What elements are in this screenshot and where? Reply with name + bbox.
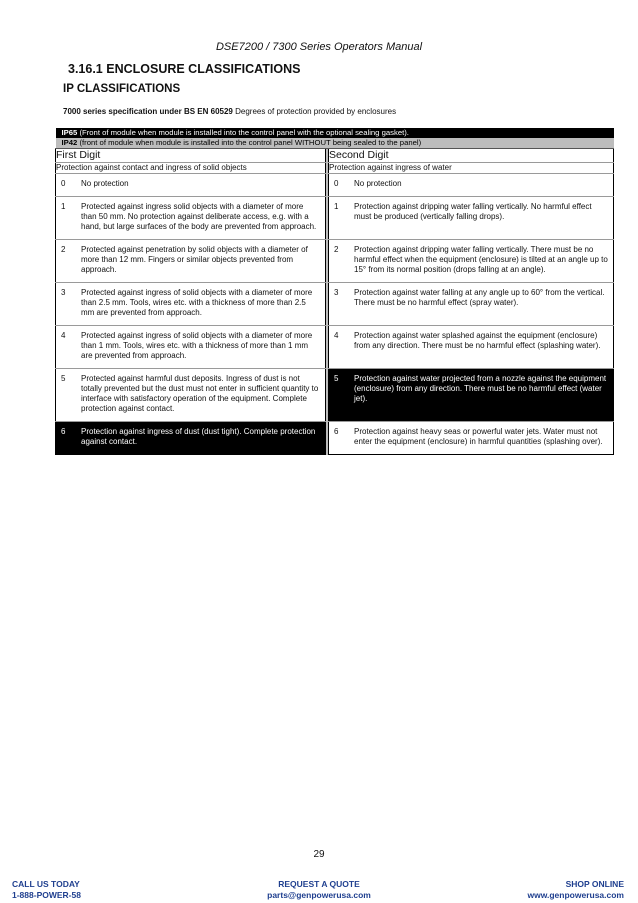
first-digit-number: 2 (61, 245, 66, 254)
table-row (56, 422, 614, 455)
second-digit-description: Protection against heavy seas or powerful water jets. Water must not enter the equipment (enclosure) in harmful quantities (splashing over). (354, 427, 603, 446)
ip42-text: (front of module when module is installed into the control panel WITHOUT being sealed to the panel) (77, 138, 422, 147)
first-digit-number: 5 (61, 374, 66, 383)
ip65-code: IP65 (61, 128, 78, 137)
page-number: 29 (313, 849, 325, 860)
first-digit-subheading: Protection against contact and ingress of solid objects (56, 163, 326, 174)
second-digit-number: 6 (334, 427, 339, 436)
second-digit-description: Protection against water falling at any angle up to 60° from the vertical. There must be no harmful effect (spray water). (354, 288, 605, 307)
section-subtitle: IP CLASSIFICATIONS (63, 83, 181, 95)
table-row (56, 240, 614, 283)
second-digit-description: Protection against dripping water falling vertically. No harmful effect must be produced (vertically falling drops). (354, 202, 592, 221)
ip65-row (56, 128, 614, 138)
second-digit-number: 2 (334, 245, 339, 254)
first-digit-description: Protected against harmful dust deposits. Ingress of dust is not totally prevented but the dust must not enter in sufficient quantity to interface with satisfactory operation of the equipment. Complete protection against contact. (81, 374, 319, 413)
ip65-highlight-cell (56, 422, 326, 455)
second-digit-number: 4 (334, 331, 339, 340)
second-digit-number: 3 (334, 288, 339, 297)
table-row (56, 197, 614, 240)
ip42-row (56, 138, 614, 149)
second-digit-description: No protection (354, 179, 402, 188)
footer-phone-link[interactable]: 1-888-POWER-58 (12, 890, 81, 900)
table-row (56, 369, 614, 422)
first-digit-number: 3 (61, 288, 66, 297)
table-row (56, 326, 614, 369)
first-digit-number: 0 (61, 179, 66, 188)
footer-quote-label: REQUEST A QUOTE (278, 879, 360, 889)
ip-classification-table (55, 128, 614, 455)
footer-call-label: CALL US TODAY (12, 879, 80, 889)
document-header: DSE7200 / 7300 Series Operators Manual (215, 41, 423, 53)
first-digit-number: 6 (61, 427, 66, 436)
column-subheading-row (56, 163, 614, 174)
specification-bold: 7000 series specification under BS EN 60529 (63, 107, 233, 116)
first-digit-description: Protected against penetration by solid objects with a diameter of more than 12 mm. Fingers or similar objects prevented from approach. (81, 245, 308, 274)
ip65-highlight-cell (329, 369, 614, 422)
second-digit-number: 1 (334, 202, 339, 211)
specification-line (63, 107, 396, 116)
second-digit-number: 0 (334, 179, 339, 188)
footer-website-link[interactable]: www.genpowerusa.com (527, 890, 624, 900)
column-heading-row (56, 149, 614, 163)
table-row (56, 174, 614, 197)
second-digit-heading: Second Digit (329, 149, 614, 163)
ip65-text: (Front of module when module is installed into the control panel with the optional sealing gasket). (77, 128, 409, 137)
first-digit-description: Protected against ingress of solid objects with a diameter of more than 1 mm. Tools, wires etc. with a thickness of more than 1 mm are prevented from approach. (81, 331, 313, 360)
second-digit-description: Protection against dripping water falling vertically. There must be no harmful effect when the equipment (enclosure) is tilted at an angle up to 15° from its normal position (drops falling at an angle). (354, 245, 608, 274)
second-digit-description: Protection against water splashed against the equipment (enclosure) from any direction. There must be no harmful effect (splashing water). (354, 331, 601, 350)
first-digit-number: 4 (61, 331, 66, 340)
footer-shop (527, 879, 624, 901)
ip42-code: IP42 (61, 138, 78, 147)
table-row (56, 283, 614, 326)
first-digit-description: Protected against ingress solid objects with a diameter of more than 50 mm. No protection against deliberate access, e.g. with a hand, but large surfaces of the body are prevented from approach. (81, 202, 317, 231)
footer-shop-label: SHOP ONLINE (565, 879, 624, 889)
section-title: 3.16.1 ENCLOSURE CLASSIFICATIONS (68, 62, 301, 76)
second-digit-description: Protection against water projected from a nozzle against the equipment (enclosure) from any direction. There must be no harmful effect (water jet). (354, 374, 607, 403)
second-digit-subheading: Protection against ingress of water (329, 163, 614, 174)
first-digit-number: 1 (61, 202, 66, 211)
ip42-note (56, 138, 614, 149)
first-digit-heading: First Digit (56, 149, 326, 163)
first-digit-description: No protection (81, 179, 129, 188)
first-digit-description: Protection against ingress of dust (dust tight). Complete protection against contact. (81, 427, 316, 446)
first-digit-description: Protected against ingress of solid objects with a diameter of more than 2.5 mm. Tools, wires etc. with a thickness of more than 2.5 mm are prevented from approach. (81, 288, 313, 317)
footer-email-link[interactable]: parts@genpowerusa.com (267, 890, 371, 900)
second-digit-number: 5 (334, 374, 339, 383)
specification-rest: Degrees of protection provided by enclosures (232, 107, 397, 116)
ip65-note (56, 128, 614, 138)
